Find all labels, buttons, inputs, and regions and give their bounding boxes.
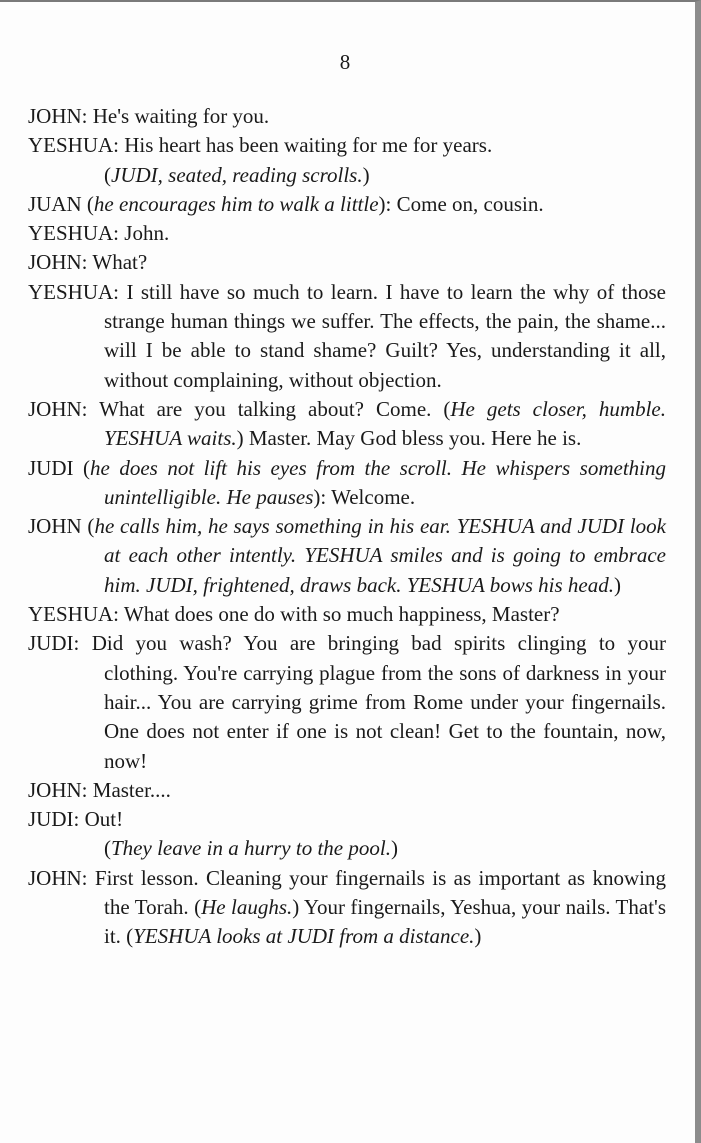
dialogue-text: ) Your fingernails, Yeshua, your nails. That's it. ( bbox=[104, 895, 666, 949]
dialogue-text: John. bbox=[119, 221, 170, 246]
stage-direction-text: he calls him, he says something in his ear. YESHUA and JUDI look at each other intently. YESHUA smiles and is going to embrace him. JUDI, frightened, draws back. YESHUA bows his head. bbox=[94, 514, 667, 597]
dialogue-line-7 bbox=[28, 278, 666, 395]
dialogue-text: Did you wash? You are bringing bad spirits clinging to your clothing. You're carrying plague from the sons of darkness in your hair... You are carrying grime from Rome under your fingernails. One does not enter if one is not clean! Get to the fountain, now, now! bbox=[79, 631, 666, 773]
stage-direction-text: He laughs. bbox=[201, 895, 293, 920]
speaker-name: JOHN: bbox=[28, 250, 88, 275]
speaker-name: JOHN: bbox=[28, 865, 88, 890]
stage-direction-1 bbox=[28, 161, 666, 190]
dialogue-line-13 bbox=[28, 776, 666, 805]
dialogue-text: What does one do with so much happiness, Master? bbox=[119, 602, 560, 627]
dialogue-line-11 bbox=[28, 600, 666, 629]
dialogue-line-2 bbox=[28, 131, 666, 160]
paren-close: ): bbox=[313, 484, 327, 509]
speaker-name: YESHUA: bbox=[28, 221, 120, 246]
speaker-name: YESHUA: bbox=[28, 602, 120, 627]
dialogue-text: ) bbox=[474, 924, 482, 949]
dialogue-text: His heart has been waiting for me for years. bbox=[119, 133, 493, 158]
dialogue-text: He's waiting for you. bbox=[87, 104, 270, 128]
speaker-name: JUAN bbox=[28, 191, 82, 216]
speaker-name: JOHN: bbox=[28, 777, 88, 802]
dialogue-text: I still have so much to learn. I have to learn the why of those strange human things we suffer. The effects, the pain, the shame... will I be able to stand shame? Guilt? Yes, understanding it all, without complaining, without objection. bbox=[104, 279, 666, 392]
dialogue-line-1 bbox=[28, 102, 666, 131]
stage-direction-text: He gets closer, humble. YESHUA waits. bbox=[104, 396, 666, 451]
speaker-name: JOHN: bbox=[28, 104, 88, 128]
stage-direction-text: JUDI, seated, reading scrolls. bbox=[111, 162, 363, 187]
dialogue-line-4 bbox=[28, 190, 666, 219]
dialogue-text: ) Master. May God bless you. Here he is. bbox=[236, 426, 582, 451]
dialogue-line-9 bbox=[28, 454, 666, 513]
speaker-name: YESHUA: bbox=[28, 279, 120, 304]
dialogue-line-8 bbox=[28, 395, 666, 454]
paren-open: ( bbox=[104, 836, 111, 861]
dialogue-line-14 bbox=[28, 805, 666, 834]
dialogue-text: What? bbox=[87, 250, 148, 275]
script-body bbox=[28, 102, 666, 952]
speaker-name: JUDI: bbox=[28, 631, 80, 656]
speaker-name: JOHN: bbox=[28, 396, 88, 421]
dialogue-line-16 bbox=[28, 864, 666, 952]
dialogue-line-5 bbox=[28, 219, 666, 248]
page-number: 8 bbox=[339, 50, 351, 74]
speaker-name: JUDI: bbox=[28, 807, 80, 832]
dialogue-text: What are you talking about? Come. ( bbox=[87, 396, 451, 421]
stage-direction-text: They leave in a hurry to the pool. bbox=[111, 836, 391, 861]
speaker-name: YESHUA: bbox=[28, 133, 120, 158]
paren-close: ): bbox=[378, 191, 392, 216]
paren-close: ) bbox=[390, 836, 398, 861]
dialogue-text: Master.... bbox=[87, 777, 171, 802]
paren-close: ) bbox=[362, 162, 370, 187]
stage-direction-2 bbox=[28, 834, 666, 863]
dialogue-text: Welcome. bbox=[326, 484, 416, 509]
stage-direction-text: he does not lift his eyes from the scroll. He whispers something unintelligible. He pauses bbox=[90, 455, 666, 509]
paren-close: ) bbox=[614, 572, 621, 597]
speaker-name: JOHN bbox=[28, 514, 82, 539]
paren-open: ( bbox=[104, 162, 111, 187]
speaker-name: JUDI bbox=[28, 455, 74, 480]
dialogue-line-6 bbox=[28, 248, 666, 277]
dialogue-text: Out! bbox=[79, 807, 124, 832]
stage-direction-text: he encourages him to walk a little bbox=[93, 191, 379, 216]
dialogue-line-12 bbox=[28, 629, 666, 775]
paren-open: ( bbox=[73, 455, 90, 480]
dialogue-text: First lesson. Cleaning your fingernails is as important as knowing the Torah. ( bbox=[87, 865, 666, 920]
stage-direction-text: YESHUA looks at JUDI from a distance. bbox=[133, 924, 475, 949]
dialogue-text: Come on, cousin. bbox=[391, 191, 544, 216]
paren-open: ( bbox=[81, 191, 94, 216]
dialogue-line-10 bbox=[28, 512, 666, 600]
paren-open: ( bbox=[81, 514, 95, 539]
